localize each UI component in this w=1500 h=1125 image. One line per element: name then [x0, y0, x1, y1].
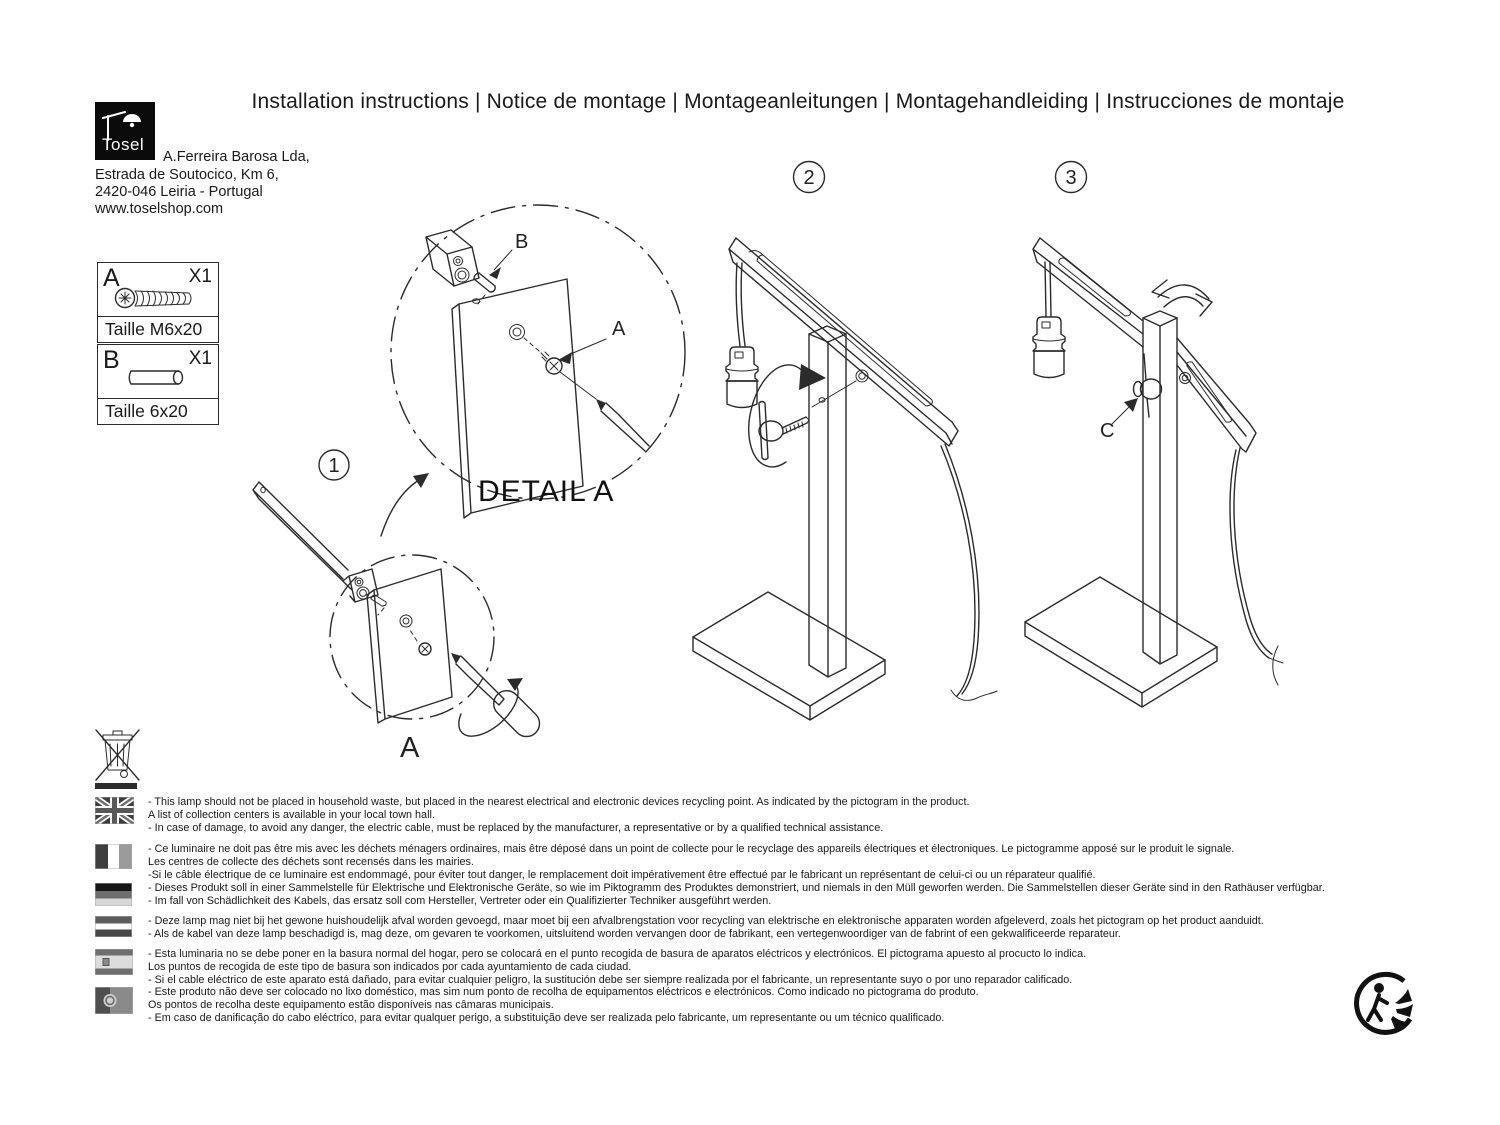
step-1-label-a: A: [400, 732, 420, 764]
part-a-letter: A: [103, 264, 120, 292]
weee-crossed-bin-icon: [93, 728, 143, 795]
notice-line: Les centres de collecte des déchets sont recensés dans les mairies.: [148, 856, 474, 869]
germany-flag-icon: [95, 883, 132, 910]
part-b-qty: X1: [188, 348, 212, 369]
detail-label-a: A: [612, 318, 626, 340]
website: www.toselshop.com: [95, 201, 224, 217]
address-line-2: 2420-046 Leiria - Portugal: [95, 184, 263, 200]
notice-line: - In case of damage, to avoid any danger, the electric cable, must be replaced by the manufacturer, a representative or by a qualified technical assistance.: [148, 822, 884, 835]
part-a-qty: X1: [188, 266, 212, 287]
step-1-number: 1: [328, 455, 340, 477]
notice-line: - Ce luminaire ne doit pas être mis avec les déchets ménagers ordinaires, mais être déposé dans un point de collecte pour le recyclage des appareils électriques et électroniques. Le pictogramme apposé sur le produit le signale.: [148, 843, 1235, 855]
notice-en: [95, 796, 1445, 836]
notice-line: - Em caso de danificação do cabo eléctrico, para evitar qualquer perigo, a substituição deve ser realizada pelo fabricante, um representante ou um técnico qualificado.: [148, 1012, 945, 1025]
part-b-letter: B: [103, 346, 120, 374]
notice-de: [95, 882, 1445, 908]
notice-line: - Im fall von Schädlichkeit des Kabels, das ersatz soll com Hersteller, Vertreter oder ein Qualifizierter Techniker ausgeführt werden.: [148, 895, 772, 908]
notice-es: [95, 948, 1445, 988]
detail-label-b: B: [515, 231, 529, 253]
notice-line: - Deze lamp mag niet bij het gewone huishoudelijk afval worden gevoegd, maar moet bij een afvalbrengstation voor recycling van elektrische en elektronische apparaten worden afgeleverd, zoals het pictogram op het product aanduidt.: [148, 915, 1264, 927]
notice-line: - This lamp should not be placed in household waste, but placed in the nearest electrical and electronic devices recycling point. As indicated by the pictogram in the product.: [148, 796, 970, 808]
notice-fr: [95, 843, 1445, 883]
step-3-diagram: [1025, 162, 1283, 708]
notice-line: - Este produto não deve ser colocado no lixo doméstico, mas sim num ponto de recolha de equipamentos eléctricos e electrónicos. Como indicado no pictograma do produto.: [148, 986, 979, 998]
notice-line: Los puntos de recogida de este tipo de basura son indicados por cada ayuntamiento de cada ciudad.: [148, 961, 632, 974]
notice-line: Os pontos de recolha deste equipamento estão disponíveis nas câmaras municipais.: [148, 999, 554, 1012]
notice-line: - Als de kabel van deze lamp beschadigd is, mag deze, om gevaren te voorkomen, uitsluitend worden vervangen door de fabrikant, een vertegenwoordiger van de fabrint of een gekwalificeerde reparateur.: [148, 928, 1121, 941]
netherlands-flag-icon: [95, 916, 132, 941]
logo-word: Tosel: [102, 135, 145, 154]
detail-a-view: [391, 205, 685, 518]
uk-flag-icon: [95, 797, 134, 828]
spain-flag-icon: [95, 949, 133, 979]
notice-line: A list of collection centers is available in your local town hall.: [148, 809, 435, 822]
france-flag-icon: [95, 844, 132, 873]
step-3-label-c: C: [1100, 420, 1115, 442]
company-name: A.Ferreira Barosa Lda,: [163, 149, 310, 165]
notice-pt: [95, 986, 1445, 1026]
notice-nl: [95, 915, 1445, 941]
step-2-number: 2: [803, 167, 815, 189]
step-2-diagram: [693, 162, 997, 721]
detail-a-title: DETAIL A: [478, 475, 615, 508]
portugal-flag-icon: [95, 987, 133, 1018]
page-title: Installation instructions | Notice de montage | Montageanleitungen | Montagehandleiding | Instrucciones de montaje: [251, 90, 1345, 113]
notice-line: - Dieses Produkt soll in einer Sammelstelle für Elektrische und Elektronische Geräte, so wie im Piktogramm des Produktes demonstriert, und niemals in den Müll geworfen werden. Die Sammelstellen dieser Geräte sind in den Rathäuser verfügbar.: [148, 882, 1325, 894]
address-line-1: Estrada de Soutocico, Km 6,: [95, 167, 279, 183]
part-a-size: Taille M6x20: [98, 316, 218, 342]
notice-line: - Si el cable eléctrico de este aparato está dañado, para evitar cualquier peligro, la sustitución debe ser siempre realizada por el fabricante, un representante suyo o por uno reparador calificado.: [148, 974, 1073, 987]
notice-line: - Esta luminaria no se debe poner en la basura normal del hogar, pero se colocará en el punto recogida de basura de aparatos eléctricos y electrónicos. El pictograma apuesto al procucto lo indica.: [148, 948, 1087, 960]
step-3-number: 3: [1065, 167, 1077, 189]
triman-recycling-icon: [1352, 971, 1422, 1046]
part-b-size: Taille 6x20: [98, 398, 218, 424]
notice-line: -Si le câble électrique de ce luminaire est endommagé, pour éviter tout danger, le remplacement doit impérativement être effectué par le fabricant un représentant de celui-ci ou un réparateur qualifié.: [148, 869, 1096, 882]
